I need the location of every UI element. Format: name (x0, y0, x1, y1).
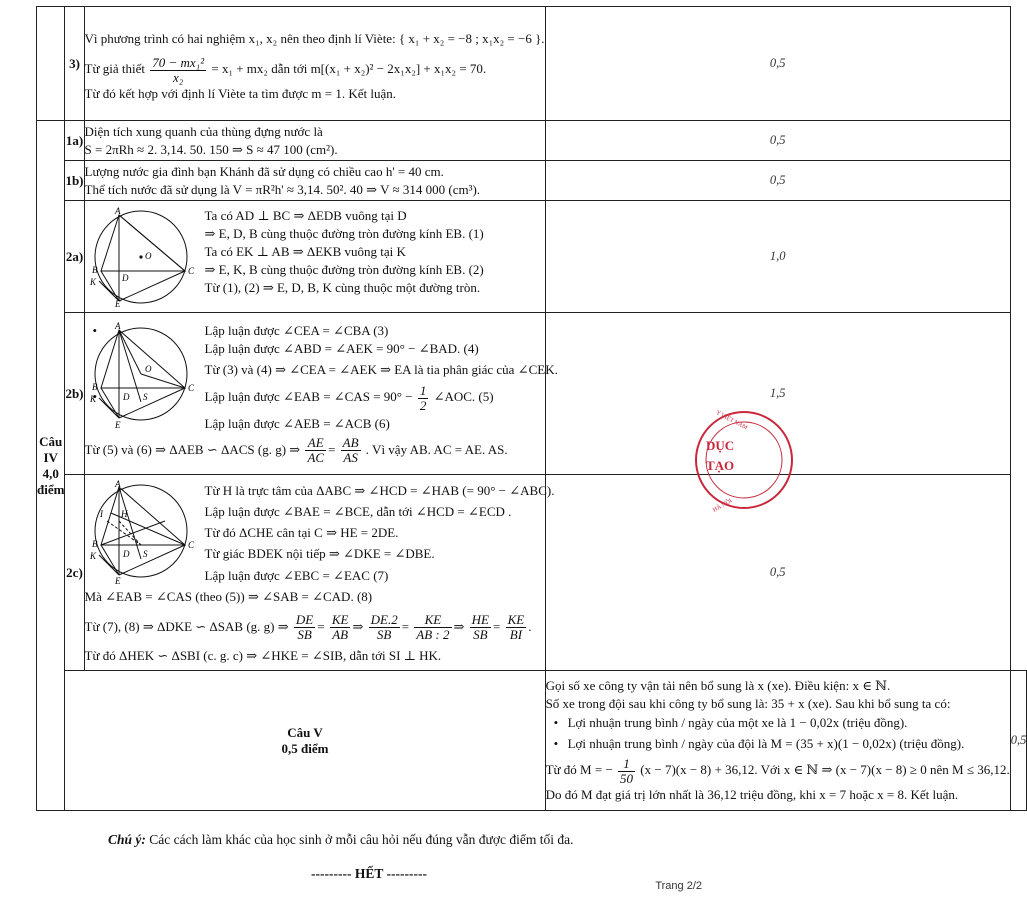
text-line: S = 2πRh ≈ 2. 3,14. 50. 150 ⇒ S ≈ 47 100 (cm²). (84, 141, 338, 157)
text-line: Lập luận được ∠AEB = ∠ACB (6) (204, 415, 390, 431)
fraction: $\frac{1}{50}$ (620, 755, 634, 786)
stamp-arc-bottom: HÀ NỘI (712, 498, 734, 514)
label-c: C (187, 539, 194, 550)
part-label: 1b) (65, 161, 84, 201)
row-1a-content (84, 121, 545, 161)
stamp-line1: DỤC (706, 438, 735, 453)
fraction: $\frac{KE}{AB}$ (331, 612, 349, 643)
label-o: O (144, 250, 152, 261)
fraction: $\frac{AB}{AS}$ (342, 435, 359, 466)
row-2a (37, 201, 1027, 313)
row-1b-content (84, 161, 545, 201)
text-line: Thể tích nước đã sử dụng là V = πR²h' ≈ 3,14. 50². 40 ⇒ V ≈ 314 000 (cm³). (84, 181, 481, 197)
text-line: Từ đó ΔCHE cân tại C ⇒ HE = 2DE. (204, 524, 399, 540)
row-1b (37, 161, 1027, 201)
label-k: K (89, 393, 96, 404)
text-line: Từ đó M = − $\frac{1}{50}$ (x − 7)(x − 8) + 36,12. Với x ∈ ℕ ⇒ (x − 7)(x − 8) ≥ 0 nên M ≤ 36,12. (545, 755, 1010, 786)
text-line: ⇒ E, K, B cùng thuộc đường tròn đường kính EB. (2) (204, 261, 484, 277)
fraction: $\frac{HE}{SB}$ (471, 612, 490, 643)
score: 0,5 (545, 475, 1010, 671)
fraction: $\frac{AE}{AC}$ (307, 435, 325, 466)
label-e: E (114, 419, 121, 430)
label-e: E (114, 298, 121, 309)
row-cau-v (37, 671, 1027, 811)
footer-note (108, 832, 573, 848)
score: 0,5 (545, 121, 1010, 161)
text-line: Do đó M đạt giá trị lớn nhất là 36,12 triệu đồng, khi x = 7 hoặc x = 8. Kết luận. (545, 786, 959, 802)
section-cau-iv (37, 121, 65, 811)
row-3-content (84, 7, 545, 121)
section-label: Câu IV (39, 433, 63, 465)
text-line: Gọi số xe công ty vận tải nên bổ sung là x (xe). Điều kiện: x ∈ ℕ. (545, 678, 891, 694)
label-d: D (121, 272, 129, 283)
text-line: Lượng nước gia đình bạn Khánh đã sử dụng có chiều cao h' = 40 cm. (84, 163, 444, 179)
row-2c-content (84, 475, 555, 671)
label-i: I (99, 508, 103, 519)
text-line: Mà ∠EAB = ∠CAS (theo (5)) ⇒ ∠SAB = ∠CAD. (8) (84, 588, 373, 604)
part-label: 3) (65, 7, 84, 121)
text-line: ⇒ E, D, B cùng thuộc đường tròn đường kính EB. (1) (204, 225, 484, 241)
fraction: $\frac{1}{2}$ (419, 382, 427, 413)
section-points: 0,5 điểm (281, 740, 329, 756)
text-line: Từ giả thiết $\frac{\text{70 − mx₁²}}{\text{x₂}}$ = x₁ + mx₂ dẫn tới m[(x₁ + x₂)² − 2x₁x₂] + x₁x₂ = 70. (84, 54, 487, 85)
label-a: A (114, 205, 121, 216)
text-line: Từ (7), (8) ⇒ ΔDKE ∽ ΔSAB (g. g) ⇒ $\frac{DE}{SB}$ = $\frac{KE}{AB}$ ⇒ $\frac{DE.2}{SB}$ = $\frac{KE}{AB : 2}$ ⇒ $\frac{HE}{SB}$ = $\frac{KE}{BI}$ . (84, 612, 532, 643)
text-line: Từ (3) và (4) ⇒ ∠CEA = ∠AEK ⇒ EA là tia phân giác của ∠CEK. (204, 361, 558, 377)
text-line: Từ đó ΔHEK ∽ ΔSBI (c. g. c) ⇒ ∠HKE = ∠SIB, dẫn tới SI ⊥ HK. (84, 647, 442, 663)
text-line: Lập luận được ∠BAE = ∠BCE, dẫn tới ∠HCD = ∠ECD . (204, 503, 512, 519)
section-points: 4,0 điểm (37, 465, 65, 497)
part-label: 2b) (65, 313, 84, 475)
text-line: Số xe trong đội sau khi công ty bổ sung là: 35 + x (xe). Sau khi bổ sung ta có: (545, 696, 951, 712)
part-label: 1a) (65, 121, 84, 161)
score: 1,5 (545, 313, 1010, 475)
fraction: $\frac{KE}{AB : 2}$ (416, 612, 450, 643)
label-b: B (91, 538, 98, 549)
red-stamp (688, 400, 760, 540)
fraction: $\frac{KE}{BI}$ (507, 612, 525, 643)
text-line: Từ giác BDEK nội tiếp ⇒ ∠DKE = ∠DBE. (204, 545, 435, 561)
label-d: D (122, 391, 130, 402)
section-label: Câu V (287, 724, 323, 740)
text-line: Từ (1), (2) ⇒ E, D, B, K cùng thuộc một đường tròn. (204, 279, 481, 295)
note-text: Các cách làm khác của học sinh ở mỗi câu hỏi nếu đúng vẫn được điểm tối đa. (149, 832, 574, 847)
part-label: 2c) (65, 475, 84, 671)
section-cell-empty (37, 7, 65, 121)
figure-2c (85, 478, 197, 586)
label-k: K (89, 276, 96, 287)
score: 0,5 (1010, 671, 1027, 811)
label-s: S (142, 391, 148, 402)
text-line: Lập luận được ∠EBC = ∠EAC (7) (204, 567, 389, 583)
text-line: Vì phương trình có hai nghiệm x₁, x₂ nên theo định lí Viète: { x₁ + x₂ = −8 ; x₁x₂ = −6 }. (84, 31, 545, 47)
fraction: $\frac{DE.2}{SB}$ (370, 612, 398, 643)
bullet-line: • Lập luận được ∠CEA = ∠CBA (3) (85, 322, 545, 340)
answer-table (36, 6, 1027, 811)
text-line: Ta có AD ⊥ BC ⇒ ΔEDB vuông tại D (204, 207, 407, 223)
label-a: A (114, 478, 121, 489)
section-cau-v (65, 671, 545, 811)
text-line: Lập luận được ∠ABD = ∠AEK = 90° − ∠BAD. (4) (204, 340, 479, 356)
text-line: Ta có EK ⊥ AB ⇒ ΔEKB vuông tại K (204, 243, 406, 259)
figure-2a (85, 207, 197, 307)
score: 0,5 (545, 161, 1010, 201)
label-s: S (142, 548, 148, 559)
label-k: K (89, 550, 96, 561)
stamp-arc-top: Y VIỆT NAM (714, 409, 749, 432)
label-d: D (122, 548, 130, 559)
row-2b-content (84, 313, 558, 475)
end-marker: --------- HẾT --------- (311, 866, 427, 881)
label-c: C (187, 382, 194, 393)
text-line: Từ H là trực tâm của ΔABC ⇒ ∠HCD = ∠HAB (= 90° − ∠ABC). (204, 482, 555, 498)
row-2c (37, 475, 1027, 671)
score: 0,5 (545, 7, 1010, 121)
note-label: Chú ý: (108, 832, 146, 847)
row-3 (37, 7, 1027, 121)
fraction: $\frac{\text{70 − mx₁²}}{\text{x₂}}$ (152, 54, 205, 85)
label-b: B (91, 381, 98, 392)
fraction: $\frac{DE}{SB}$ (295, 612, 314, 643)
text-line: Từ (5) và (6) ⇒ ΔAEB ∽ ΔACS (g. g) ⇒ $\frac{AE}{AC}$ = $\frac{AB}{AS}$ . Vì vậy AB. AC = AE. AS. (84, 435, 508, 466)
row-cau-v-content (545, 671, 1010, 811)
row-2a-content (84, 201, 545, 313)
score: 1,0 (545, 201, 1010, 313)
part-label: 2a) (65, 201, 84, 313)
label-c: C (187, 265, 194, 276)
row-1a (37, 121, 1027, 161)
label-o: O (144, 363, 152, 374)
label-b: B (91, 264, 98, 275)
bullet-line: • Lập luận được ∠EAB = ∠CAS = 90° − $\frac{1}{2}$ ∠AOC. (5) (85, 382, 545, 413)
label-a: A (114, 320, 121, 331)
bullet-line: • Lợi nhuận trung bình / ngày của đội là M = (35 + x)(1 − 0,02x) (triệu đồng). (546, 733, 1010, 755)
text-line: Diện tích xung quanh của thùng đựng nước là (84, 123, 323, 139)
bullet-line: • Lợi nhuận trung bình / ngày của một xe là 1 − 0,02x (triệu đồng). (546, 713, 1010, 733)
text-line: Từ đó kết hợp với định lí Viète ta tìm được m = 1. Kết luận. (84, 85, 396, 101)
row-2b (37, 313, 1027, 475)
stamp-line2: TẠO (706, 458, 735, 473)
page-number: Trang 2/2 (655, 880, 702, 892)
label-h: H (120, 508, 128, 519)
label-e: E (114, 575, 121, 586)
